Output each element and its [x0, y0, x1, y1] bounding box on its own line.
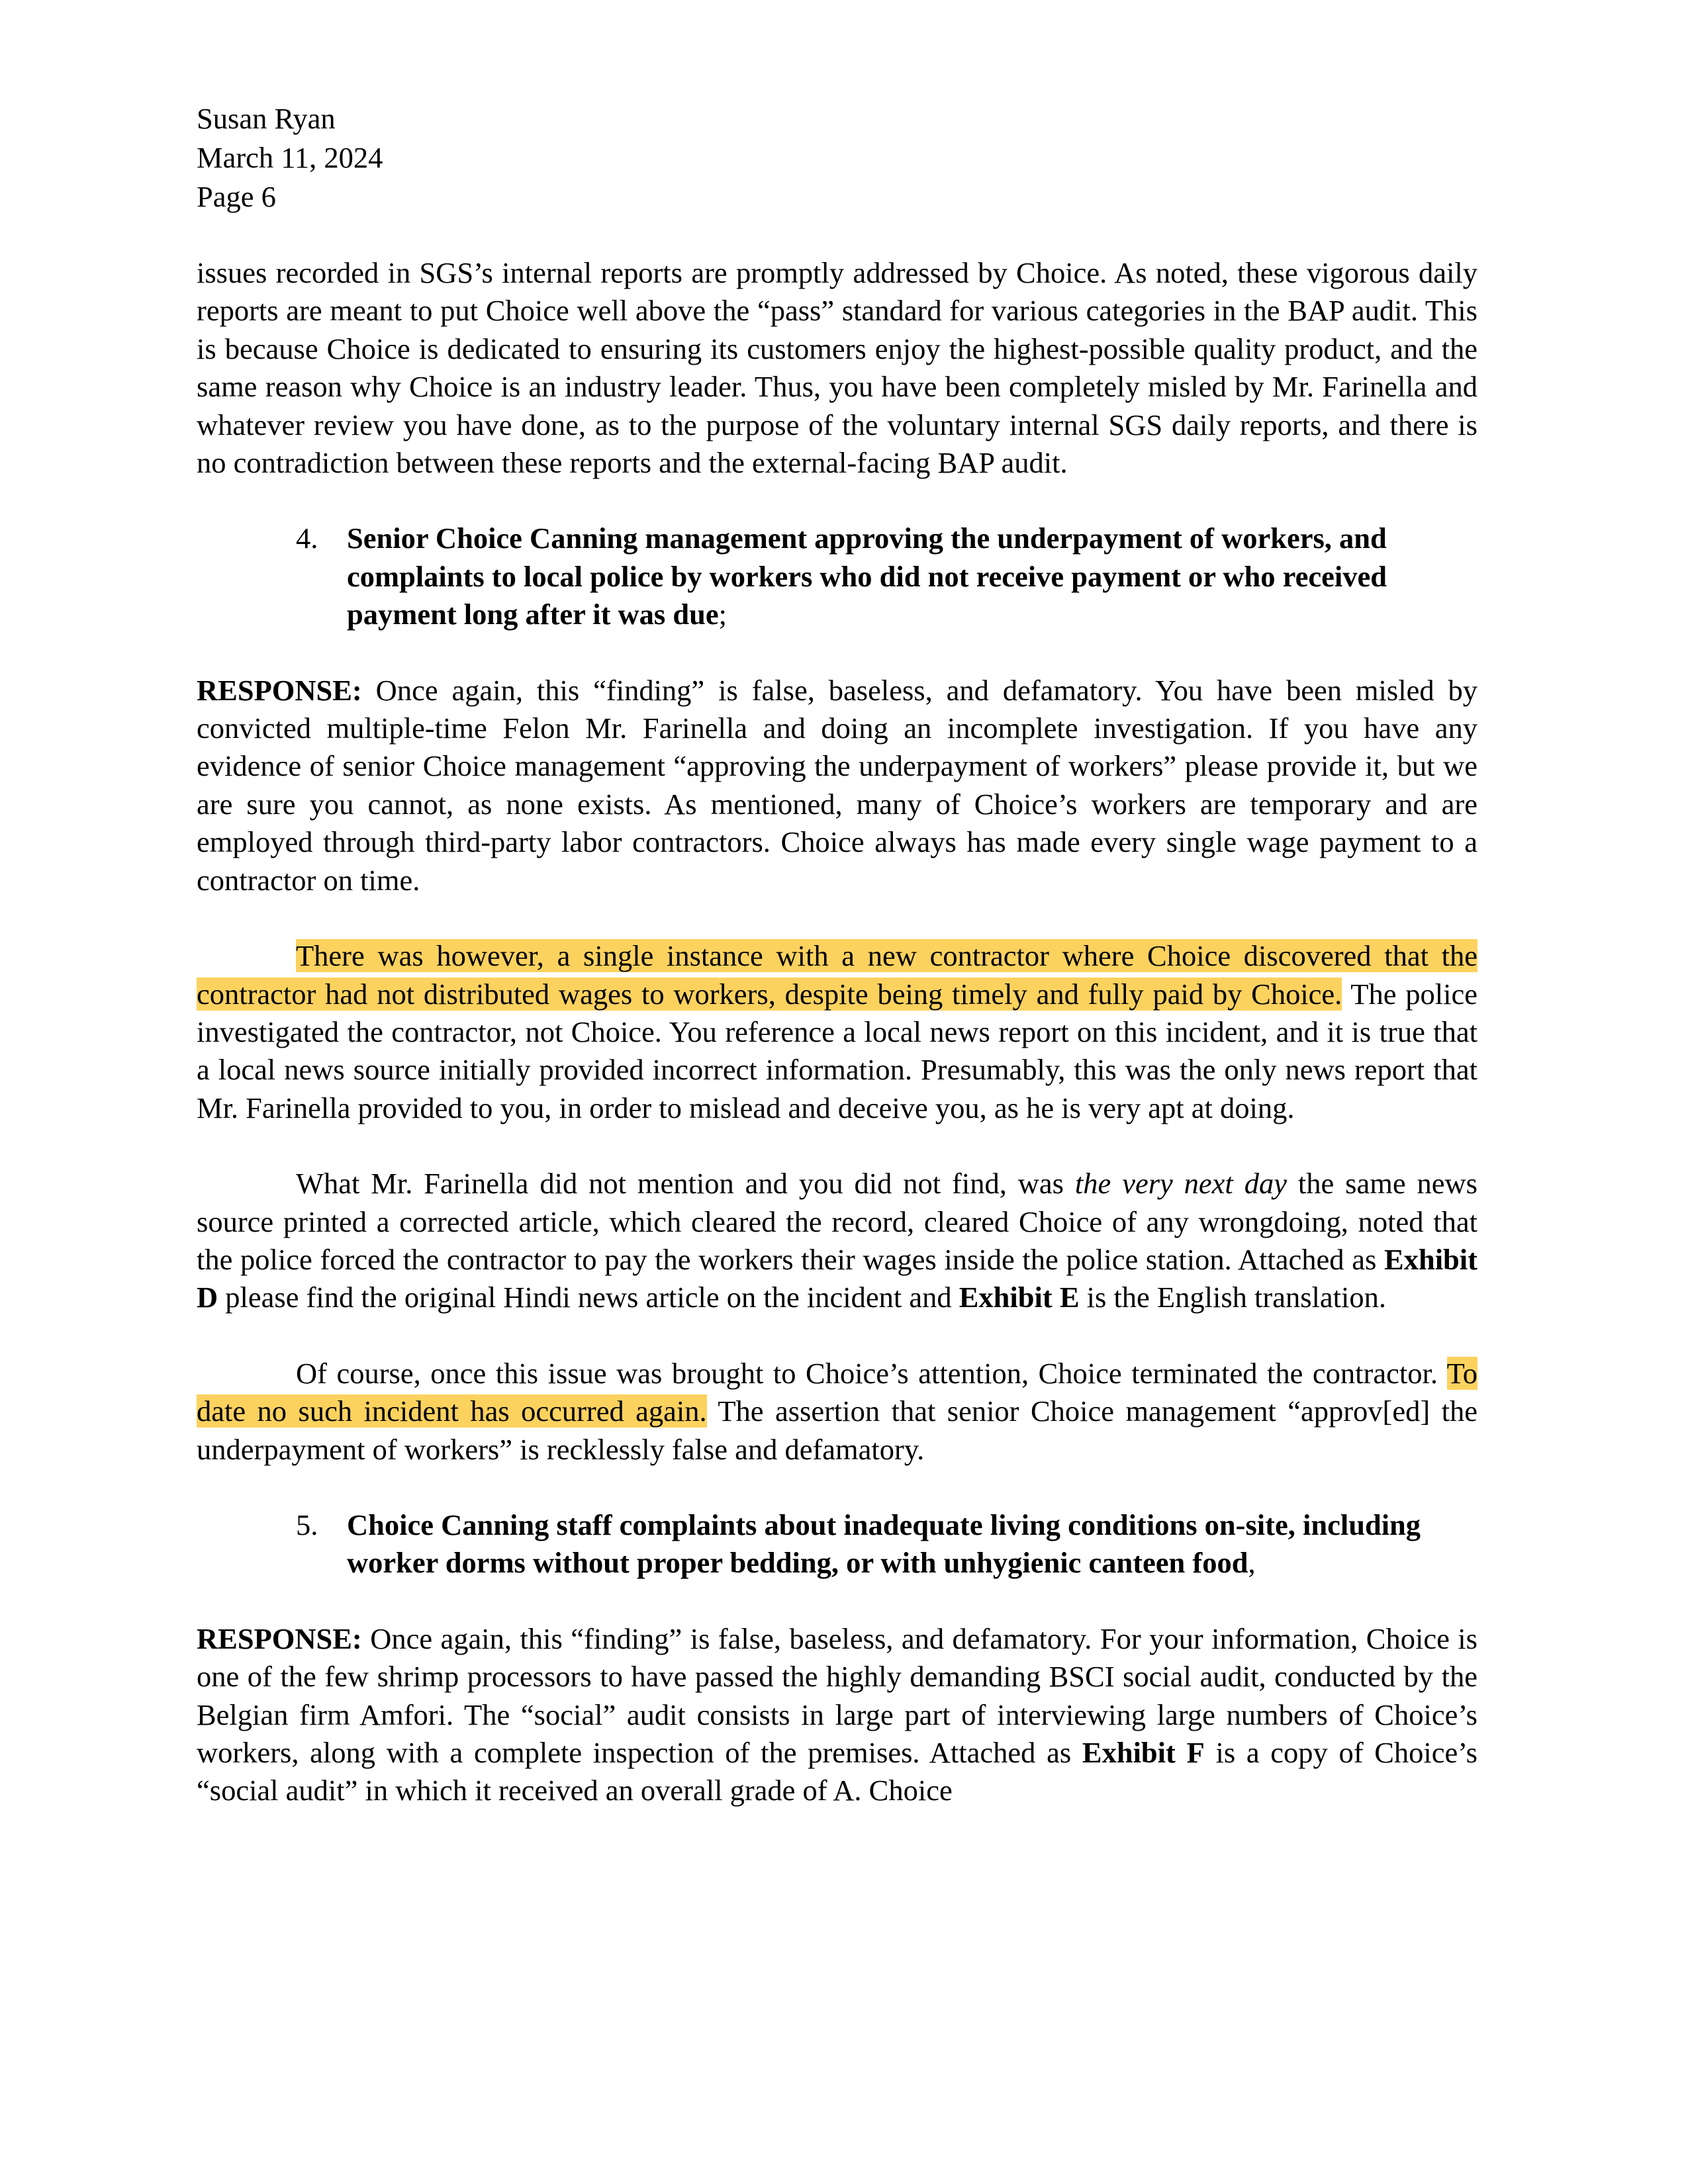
paragraph-text: please find the original Hindi news article on the incident and: [218, 1281, 959, 1314]
recipient-name: Susan Ryan: [197, 102, 336, 135]
finding-number: 4.: [296, 522, 318, 555]
paragraph-contractor-terminated: [197, 1355, 1477, 1469]
paragraph-contractor-instance: [197, 937, 1477, 1127]
response-paragraph-4: [197, 672, 1477, 899]
exhibit-f-ref: Exhibit F: [1082, 1736, 1205, 1769]
paragraph-text: Of course, once this issue was brought to Choice’s attention, Choice terminated the contractor.: [296, 1356, 1447, 1390]
numbered-finding-5: [197, 1506, 1477, 1582]
response-text: Once again, this “finding” is false, baseless, and defamatory. You have been misled by convicted multiple-time Felon Mr. Farinella and doing an incomplete investigation. If you have any evidence of senior Choice management “approving the underpayment of workers” please provide it, but we are sure you cannot, as none exists. As mentioned, many of Choice’s workers are temporary and are employed through third-party labor contractors. Choice always has made every single wage payment to a contractor on time.: [197, 673, 1477, 897]
paragraph-text: The assertion that senior Choice management “approv[ed] the underpayment of workers” is recklessly false and defamatory.: [197, 1394, 1478, 1466]
highlighted-text: To date no such incident has occurred again.: [197, 1356, 1477, 1428]
response-text: is a copy of Choice’s “social audit” in which it received an overall grade of A. Choice: [197, 1736, 1477, 1807]
letter-date: March 11, 2024: [197, 141, 383, 174]
paragraph-text: the same news source printed a corrected article, which cleared the record, cleared Choice of any wrongdoing, noted that the police forced the contractor to pay the workers their wages inside the police station. Attached as: [197, 1167, 1477, 1276]
paragraph-sgs-reports: issues recorded in SGS’s internal reports are promptly addressed by Choice. As noted, these vigorous daily reports are meant to put Choice well above the “pass” standard for various categories in the BAP audit. This is because Choice is dedicated to ensuring its customers enjoy the highest-possible quality product, and the same reason why Choice is an industry leader. Thus, you have been completely misled by Mr. Farinella and whatever review you have done, as to the purpose of the voluntary internal SGS daily reports, and there is no contradiction between these reports and the external-facing BAP audit.: [197, 256, 1477, 480]
response-label: RESPONSE:: [197, 1621, 362, 1655]
paragraph-text: The police investigated the contractor, not Choice. You reference a local news report on this incident, and it is true that a local news source initially provided incorrect information. Presumably, this was the only news report that Mr. Farinella provided to you, in order to mislead and deceive you, as he is very apt at doing.: [197, 977, 1477, 1124]
paragraph-text: is the English translation.: [1079, 1281, 1387, 1314]
finding-trail: ;: [718, 598, 727, 631]
italic-text: the very next day: [1074, 1167, 1287, 1201]
finding-number: 5.: [296, 1508, 318, 1541]
letter-header: [197, 99, 1477, 216]
exhibit-d-ref: Exhibit D: [197, 1242, 1477, 1314]
finding-text: Choice Canning staff complaints about inadequate living conditions on-site, including worker dorms without proper bedding, or with unhygienic canteen food: [347, 1508, 1421, 1580]
response-paragraph-5: [197, 1620, 1477, 1810]
finding-trail: ,: [1248, 1546, 1256, 1580]
paragraph-corrected-article: [197, 1165, 1477, 1317]
paragraph-text: What Mr. Farinella did not mention and you did not find, was: [296, 1167, 1075, 1201]
numbered-finding-4: [197, 520, 1477, 633]
finding-text: Senior Choice Canning management approving the underpayment of workers, and complaints to local police by workers who did not receive payment or who received payment long after it was due: [347, 522, 1387, 631]
response-text: Once again, this “finding” is false, baseless, and defamatory. For your information, Choice is one of the few shrimp processors to have passed the highly demanding BSCI social audit, conducted by the Belgian firm Amfori. The “social” audit consists in large part of interviewing large numbers of Choice’s workers, along with a complete inspection of the premises. Attached as: [197, 1621, 1477, 1769]
letter-page: [197, 99, 1477, 1810]
exhibit-e-ref: Exhibit E: [959, 1281, 1080, 1314]
highlighted-text: There was however, a single instance with a new contractor where Choice discovered that the contractor had not distributed wages to workers, despite being timely and fully paid by Choice.: [197, 939, 1477, 1011]
page-number: Page 6: [197, 180, 276, 213]
response-label: RESPONSE:: [197, 673, 362, 707]
